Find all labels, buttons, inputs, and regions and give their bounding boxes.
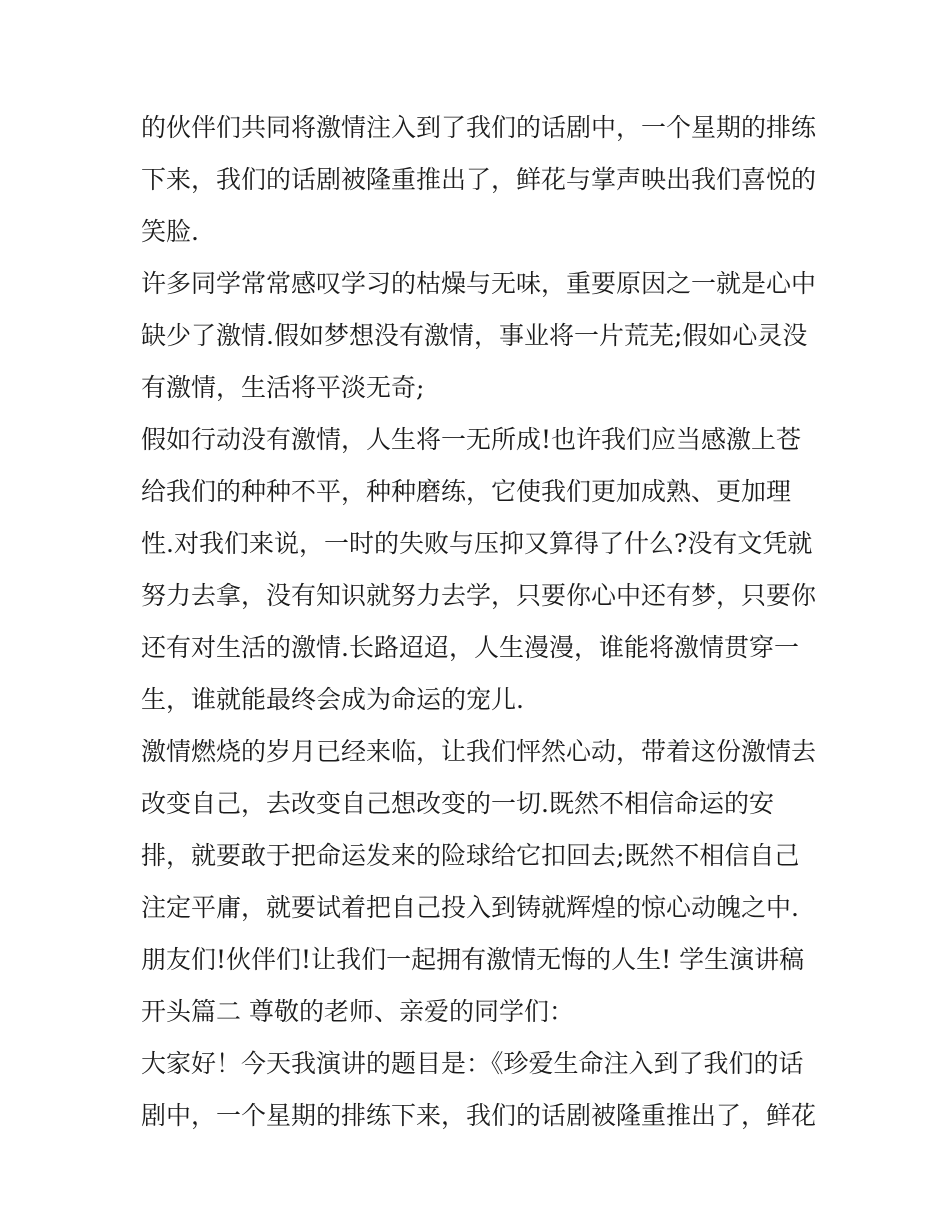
- text-line: 给我们的种种不平，种种磨练，它使我们更加成熟、更加理: [141, 477, 792, 506]
- text-line: 假如行动没有激情，人生将一无所成!也许我们应当感激上苍: [141, 425, 802, 454]
- text-line: 朋友们!伙伴们!让我们一起拥有激情无悔的人生! 学生演讲稿: [141, 945, 805, 974]
- text-line: 有激情，生活将平淡无奇;: [141, 373, 425, 402]
- text-line: 性.对我们来说，一时的失败与压抑又算得了什么?没有文凭就: [141, 529, 813, 558]
- text-line: 缺少了激情.假如梦想没有激情，事业将一片荒芜;假如心灵没: [141, 321, 808, 350]
- text-line: 许多同学常常感叹学习的枯燥与无味，重要原因之一就是心中: [141, 269, 817, 298]
- text-line: 还有对生活的激情.长路迢迢，人生漫漫，谁能将激情贯穿一: [141, 633, 799, 662]
- text-line: 的伙伴们共同将激情注入到了我们的话剧中，一个星期的排练: [141, 113, 817, 142]
- text-line: 排，就要敢于把命运发来的险球给它扣回去;既然不相信自己: [141, 841, 800, 870]
- text-line: 生，谁就能最终会成为命运的宠儿.: [141, 685, 524, 714]
- body-text: [141, 102, 821, 1142]
- text-line: 剧中，一个星期的排练下来，我们的话剧被隆重推出了，鲜花: [141, 1101, 817, 1130]
- text-line: 努力去拿，没有知识就努力去学，只要你心中还有梦，只要你: [141, 581, 817, 610]
- text-line: 大家好！今天我演讲的题目是：《珍爱生命注入到了我们的话: [141, 1049, 804, 1078]
- text-line: 改变自己，去改变自己想改变的一切.既然不相信命运的安: [141, 789, 774, 818]
- text-line: 注定平庸，就要试着把自己投入到铸就辉煌的惊心动魄之中.: [141, 893, 799, 922]
- text-line: 开头篇二 尊敬的老师、亲爱的同学们：: [141, 997, 574, 1026]
- text-line: 激情燃烧的岁月已经来临，让我们怦然心动，带着这份激情去: [141, 737, 817, 766]
- text-line: 下来，我们的话剧被隆重推出了，鲜花与掌声映出我们喜悦的: [141, 165, 817, 194]
- text-line: 笑脸.: [141, 217, 199, 246]
